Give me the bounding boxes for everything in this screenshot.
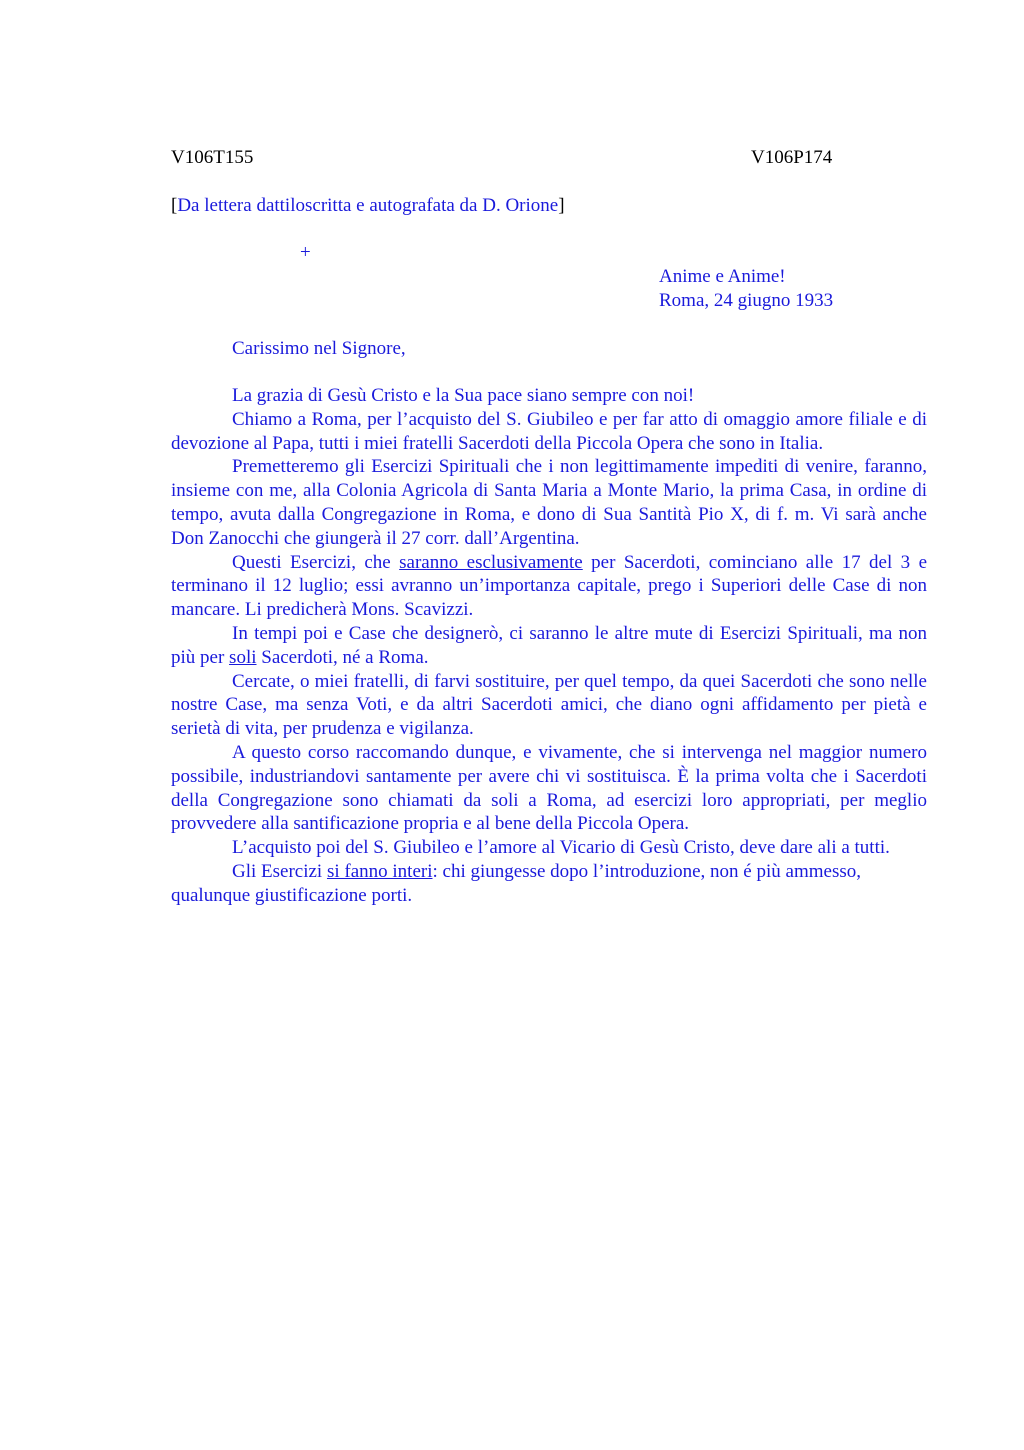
paragraph-9-text-after: : chi giungesse dopo l’introduzione, non é più ammesso, qualunque giustificazione porti. [171,860,861,906]
paragraph-4 [171,551,927,622]
source-note-text: Da lettera dattiloscritta e autografata da D. Orione [177,195,559,216]
document-code-left: V106T155 [171,147,254,168]
paragraph-3: Premetteremo gli Esercizi Spirituali che i non legittimamente impediti di venire, faranno, insieme con me, alla Colonia Agricola di Santa Maria a Monte Mario, la prima Casa, in ordine di tempo, avuta dalla Congregazione in Roma, e dono di Sua Santità Pio X, di f. m. Vi sarà anche Don Zanocchi che giungerà il 27 corr. dall’Argentina. [171,456,927,549]
paragraph-5-text-after: Sacerdoti, né a Roma. [256,646,429,668]
paragraph-5-text-before: In tempi poi e Case che designerò, ci saranno le altre mute di Esercizi Spirituali, ma non più per [171,622,927,668]
letter-place-date: Roma, 24 giugno 1933 [659,290,834,311]
cross-symbol: + [300,242,311,263]
letter-body [171,384,927,908]
paragraph-5-underlined: soli [229,646,257,668]
paragraph-4-text-before: Questi Esercizi, che [232,551,400,573]
paragraph-7: A questo corso raccomando dunque, e vivamente, che si intervenga nel maggior numero possibile, industriandovi santamente per avere chi vi sostituisca. È la prima volta che i Sacerdoti della Congregazione sono chiamati da soli a Roma, ad esercizi loro appropriati, per meglio provvedere alla santificazione propria e al bene della Piccola Opera. [171,741,927,835]
source-note-close-bracket: ] [558,195,565,216]
paragraph-4-underlined: saranno esclusivamente [399,551,583,573]
letter-motto: Anime e Anime! [659,266,786,287]
paragraph-9 [171,860,927,908]
document-code-right: V106P174 [751,147,833,168]
letter-salutation: Carissimo nel Signore, [232,338,406,359]
paragraph-5 [171,622,927,670]
paragraph-1: La grazia di Gesù Cristo e la Sua pace siano sempre con noi! [232,385,695,406]
paragraph-2: Chiamo a Roma, per l’acquisto del S. Giubileo e per far atto di omaggio amore filiale e di devozione al Papa, tutti i miei fratelli Sacerdoti della Piccola Opera che sono in Italia. [171,408,927,454]
source-note [171,194,565,218]
source-note-open-bracket: [ [171,195,178,216]
paragraph-9-text-before: Gli Esercizi [232,860,327,882]
paragraph-4-text-after: per Sacerdoti, cominciano alle 17 del 3 e terminano il 12 luglio; essi avranno un’importanza capitale, prego i Superiori delle Case di non mancare. Li predicherà Mons. Scavizzi. [171,551,928,621]
paragraph-9-underlined: si fanno interi [326,860,433,882]
paragraph-6: Cercate, o miei fratelli, di farvi sostituire, per quel tempo, da quei Sacerdoti che sono nelle nostre Case, ma senza Voti, e da altri Sacerdoti amici, che diano ogni affidamento per pietà e serietà di vita, per prudenza e vigilanza. [171,670,927,740]
paragraph-8: L’acquisto poi del S. Giubileo e l’amore al Vicario di Gesù Cristo, deve dare ali a tutti. [232,837,890,859]
